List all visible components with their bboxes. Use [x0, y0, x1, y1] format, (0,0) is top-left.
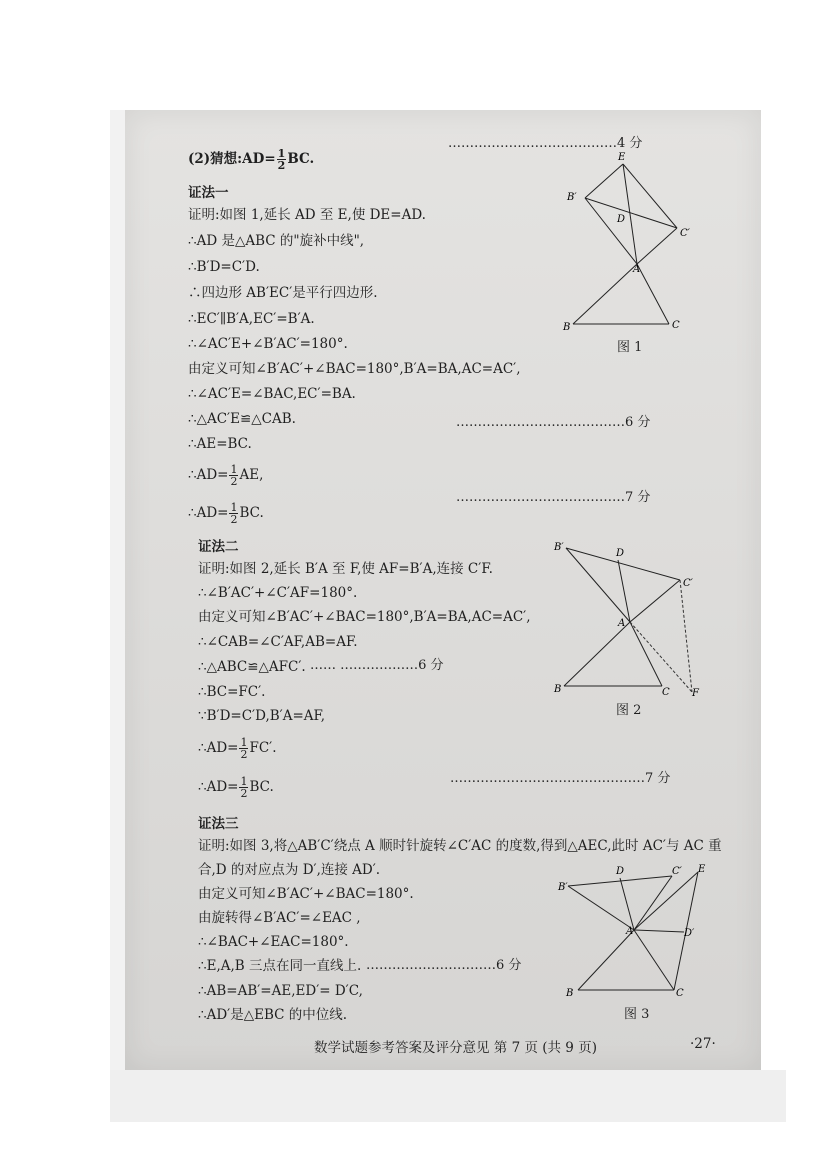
proof-1-line-9: ∴△AC′E≌△CAB. — [188, 411, 296, 427]
svg-text:F: F — [692, 688, 699, 698]
svg-text:D′: D′ — [684, 928, 695, 939]
conjecture-text-end: BC. — [287, 151, 315, 167]
figure-2-caption: 图 2 — [616, 703, 642, 718]
svg-text:C: C — [672, 320, 680, 331]
proof-1-line-1: 证明:如图 1,延长 AD 至 E,使 DE=AD. — [188, 207, 426, 223]
svg-text:C: C — [676, 988, 684, 999]
figure-3-caption: 图 3 — [624, 1007, 650, 1022]
svg-text:C: C — [662, 687, 670, 698]
proof-1-line-4: ∴四边形 AB′EC′是平行四边形. — [188, 285, 378, 301]
proof-3-line-3: 由定义可知∠B′AC′+∠BAC=180°. — [198, 886, 414, 902]
svg-text:D: D — [617, 214, 626, 225]
svg-text:B′: B′ — [554, 542, 564, 553]
figure-1-caption: 图 1 — [617, 340, 643, 355]
bottom-strip — [110, 1070, 786, 1122]
proof-3-line-1: 证明:如图 3,将△AB′C′绕点 A 顺时针旋转∠C′AC 的度数,得到△AEC,此时 AC′与 AC 重 — [198, 838, 722, 854]
proof-3-line-5: ∴∠BAC+∠EAC=180°. — [198, 934, 349, 950]
svg-text:B: B — [554, 684, 562, 695]
score-marker-7a: …………………………………7 分 — [456, 490, 651, 505]
method-3-heading: 证法三 — [198, 816, 239, 832]
figure-2 — [552, 540, 702, 698]
figure-3 — [556, 864, 708, 999]
proof-2-line-6: ∴BC=FC′. — [198, 684, 266, 700]
page-number: ·27· — [690, 1036, 716, 1052]
svg-text:D: D — [616, 866, 625, 877]
scan-margin — [110, 110, 125, 1070]
proof-2-line-7: ∵B′D=C′D,B′A=AF, — [198, 708, 326, 724]
svg-text:C′: C′ — [680, 228, 690, 239]
proof-1-line-10: ∴AE=BC. — [188, 436, 252, 452]
proof-2-line-3: 由定义可知∠B′AC′+∠BAC=180°,B′A=BA,AC=AC′, — [198, 609, 531, 625]
proof-1-line-5: ∴EC′∥B′A,EC′=B′A. — [188, 311, 315, 327]
proof-3-line-7: ∴AB=AB′=AE,ED′= D′C, — [198, 983, 363, 999]
proof-2-line-1: 证明:如图 2,延长 B′A 至 F,使 AF=B′A,连接 C′F. — [198, 561, 493, 577]
proof-2-line-5: ∴△ABC≌△AFC′. — [198, 659, 306, 675]
svg-text:E: E — [618, 152, 626, 163]
page-footer-title: 数学试题参考答案及评分意见 第 7 页 (共 9 页) — [314, 1040, 597, 1056]
svg-text:A: A — [618, 618, 626, 629]
proof-3-line-4: 由旋转得∠B′AC′=∠EAC , — [198, 910, 361, 926]
proof-3-line-2: 合,D 的对应点为 D′,连接 AD′. — [198, 862, 381, 878]
proof-3-line-6: ∴E,A,B 三点在同一直线上. — [198, 958, 362, 974]
svg-text:B: B — [563, 322, 571, 333]
proof-2-line-2: ∴∠B′AC′+∠C′AF=180°. — [198, 585, 358, 601]
proof-2-line-8: ∴AD= $\frac{1}{2}$ FC′. — [198, 736, 277, 761]
svg-text:B: B — [566, 988, 574, 999]
proof-1-line-7: 由定义可知∠B′AC′+∠BAC=180°,B′A=BA,AC=AC′, — [188, 361, 521, 377]
proof-2-line-9: ∴AD= $\frac{1}{2}$ BC. — [198, 775, 274, 800]
conjecture-line — [188, 148, 314, 171]
proof-1-line-11: ∴AD= $\frac{1}{2}$ AE, — [188, 463, 264, 488]
figure-1 — [555, 148, 705, 338]
proof-1-line-6: ∴∠AC′E+∠B′AC′=180°. — [188, 336, 348, 352]
svg-text:C′: C′ — [672, 866, 682, 877]
proof-1-line-8: ∴∠AC′E=∠BAC,EC′=BA. — [188, 386, 356, 402]
method-1-heading: 证法一 — [188, 185, 229, 201]
conjecture-text: (2)猜想:AD= — [188, 151, 276, 167]
fraction: $\frac{1}{2}$ — [277, 147, 286, 172]
score-marker-4: …………………………………4 分 — [448, 136, 643, 151]
score-marker-7b: ………………………………………7 分 — [450, 771, 671, 786]
method-2-heading: 证法二 — [198, 539, 239, 555]
svg-text:B′: B′ — [558, 882, 568, 893]
score-marker-6a: …………………………………6 分 — [456, 415, 651, 430]
svg-text:E: E — [698, 864, 706, 875]
svg-text:B′: B′ — [567, 192, 577, 203]
svg-text:D: D — [616, 548, 625, 559]
proof-1-line-12: ∴AD= $\frac{1}{2}$ BC. — [188, 501, 264, 526]
score-marker-6b: …… ………………6 分 — [310, 658, 444, 673]
proof-1-line-3: ∴B′D=C′D. — [188, 259, 260, 275]
proof-3-line-8: ∴AD′是△EBC 的中位线. — [198, 1007, 348, 1023]
svg-text:A: A — [626, 926, 634, 937]
svg-text:A: A — [633, 264, 641, 275]
proof-2-line-4: ∴∠CAB=∠C′AF,AB=AF. — [198, 634, 358, 650]
score-marker-6c: …………………………6 分 — [366, 958, 522, 973]
proof-1-line-2: ∴AD 是△ABC 的"旋补中线", — [188, 233, 365, 249]
svg-text:C′: C′ — [683, 578, 693, 589]
